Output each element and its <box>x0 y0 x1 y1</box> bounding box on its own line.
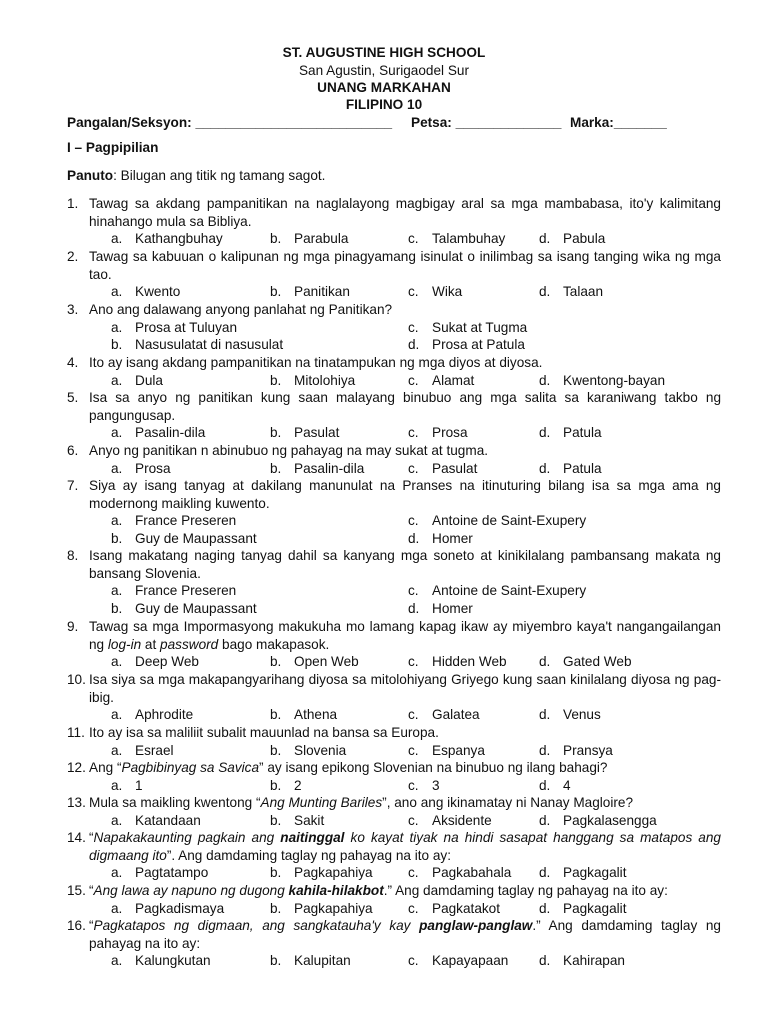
answer-option <box>539 424 602 442</box>
option-text: Pagkatakot <box>432 900 501 916</box>
answer-option <box>270 706 337 724</box>
question-text-segment: Isa siya sa mga makapangyarihang diyosa sa mitolohiyang Griyego kung saan kinilalang diyosa ng pag-ibig. <box>89 672 721 705</box>
question-text-segment: naitinggal <box>280 830 345 845</box>
score-blank: _______ <box>613 115 667 130</box>
question-text <box>89 724 721 742</box>
question-text-segment: Pagkatapos ng digmaan, ang sangkatauha'y kay <box>93 918 420 933</box>
option-letter: b. <box>111 600 123 616</box>
option-letter: d. <box>408 530 420 546</box>
answer-option <box>408 653 507 671</box>
question-text-segment: “ <box>89 883 94 898</box>
option-letter: b. <box>270 953 282 969</box>
option-text: Espanya <box>432 742 485 758</box>
option-letter: c. <box>408 319 419 335</box>
question-text <box>89 389 721 424</box>
answer-option <box>539 742 613 760</box>
answer-option <box>270 424 339 442</box>
answer-option <box>408 336 525 354</box>
answer-option <box>408 582 586 600</box>
option-text: Kwento <box>135 284 181 300</box>
question-number: 16. <box>67 918 86 933</box>
answer-option <box>539 777 571 795</box>
answer-option <box>539 372 665 390</box>
question-item <box>67 248 721 283</box>
question-number: 12. <box>67 760 86 775</box>
option-letter: c. <box>408 425 419 441</box>
answer-option <box>111 742 174 760</box>
answer-option <box>408 424 468 442</box>
option-text: 4 <box>563 777 571 793</box>
answer-option <box>111 512 236 530</box>
option-text: Guy de Maupassant <box>135 600 257 616</box>
option-text: Esrael <box>135 742 174 758</box>
option-letter: d. <box>539 707 551 723</box>
directions <box>67 167 325 185</box>
option-letter: c. <box>408 460 419 476</box>
answer-option <box>111 812 201 830</box>
question-item <box>67 354 721 372</box>
question-text-segment: panglaw-panglaw <box>419 918 533 933</box>
question-text-segment: Tawag sa akdang pampanitikan na naglalayong magbigay aral sa mga mambabasa, ito'y kalimitang hinahango mula sa Bibliya. <box>89 196 721 229</box>
question-text <box>89 195 721 230</box>
question-item <box>67 759 721 777</box>
option-text: Katandaan <box>135 812 201 828</box>
option-text: Talambuhay <box>432 231 506 247</box>
option-text: Pasalin-dila <box>294 460 365 476</box>
question-item <box>67 882 721 900</box>
question-number: 5. <box>67 390 79 405</box>
quarter-title: UNANG MARKAHAN <box>317 80 451 95</box>
option-text: Alamat <box>432 372 475 388</box>
question-text-segment: Mula sa maikling kwentong “ <box>89 795 261 810</box>
question-item <box>67 618 721 653</box>
question-number: 7. <box>67 478 79 493</box>
question-number: 14. <box>67 830 86 845</box>
option-text: Kapayapaan <box>432 953 509 969</box>
answer-option <box>408 777 440 795</box>
answer-option <box>408 706 480 724</box>
option-letter: a. <box>111 231 123 247</box>
option-letter: c. <box>408 707 419 723</box>
question-text <box>89 477 721 512</box>
answer-option <box>539 283 603 301</box>
option-text: Nasusulatat di nasusulat <box>135 337 284 353</box>
option-text: Talaan <box>563 284 604 300</box>
option-text: Parabula <box>294 231 349 247</box>
option-letter: c. <box>408 372 419 388</box>
question-number: 11. <box>67 725 85 740</box>
option-letter: a. <box>111 372 123 388</box>
question-item <box>67 389 721 424</box>
question-text <box>89 829 721 864</box>
section-heading: I – Pagpipilian <box>67 140 159 155</box>
option-text: 2 <box>294 777 302 793</box>
question-text-segment: .” Ang damdaming taglay ng pahayag na ito ay: <box>383 883 668 898</box>
question-text-segment: Ito ay isang akdang pampanitikan na tinatampukan ng mga diyos at diyosa. <box>89 355 543 370</box>
option-text: Prosa <box>432 425 468 441</box>
option-text: Homer <box>432 600 473 616</box>
option-text: Pagkadismaya <box>135 900 225 916</box>
question-text-segment: Pagbibinyag sa Savica <box>121 760 260 775</box>
option-text: Panitikan <box>294 284 350 300</box>
option-text: Prosa at Tuluyan <box>135 319 238 335</box>
option-letter: d. <box>408 337 420 353</box>
answer-option <box>270 283 350 301</box>
question-item <box>67 794 721 812</box>
option-text: Patula <box>563 460 602 476</box>
answer-option <box>539 952 625 970</box>
question-text <box>89 442 721 460</box>
question-number: 10. <box>67 672 86 687</box>
answer-option <box>539 706 601 724</box>
answer-option <box>408 230 505 248</box>
option-letter: a. <box>111 513 123 529</box>
question-text-segment: log-in <box>107 636 142 652</box>
option-letter: c. <box>408 284 419 300</box>
answer-option <box>270 230 348 248</box>
question-number: 1. <box>67 196 79 211</box>
option-letter: c. <box>408 777 419 793</box>
option-text: Antoine de Saint-Exupery <box>432 513 587 529</box>
option-letter: a. <box>111 284 123 300</box>
option-text: France Preseren <box>135 513 237 529</box>
option-letter: b. <box>270 865 282 881</box>
question-number: 2. <box>67 249 79 264</box>
option-text: Pagkagalit <box>563 865 627 881</box>
answer-option <box>408 600 473 618</box>
score-label: Marka: <box>570 115 614 130</box>
question-text-segment: bago makapasok. <box>218 636 330 652</box>
question-text-segment: ko kayat tiyak na hindi sasapat hanggang sa matapos ang digmaang ito <box>89 830 721 863</box>
directions-label: Panuto <box>67 168 114 183</box>
question-item <box>67 829 721 864</box>
option-text: Kwentong-bayan <box>563 372 666 388</box>
option-letter: c. <box>408 513 419 529</box>
answer-option <box>408 319 527 337</box>
option-text: France Preseren <box>135 583 237 599</box>
score-field <box>570 114 667 132</box>
answer-option <box>111 706 193 724</box>
answer-option <box>111 777 143 795</box>
option-letter: c. <box>408 742 419 758</box>
option-text: Gated Web <box>563 654 632 670</box>
option-letter: c. <box>408 865 419 881</box>
option-letter: b. <box>270 425 282 441</box>
option-letter: b. <box>270 812 282 828</box>
question-text-segment: Ano ang dalawang anyong panlahat ng Panitikan? <box>89 302 393 317</box>
option-text: Prosa at Patula <box>432 337 525 353</box>
option-text: Kalupitan <box>294 953 351 969</box>
directions-text: : Bilugan ang titik ng tamang sagot. <box>113 168 326 183</box>
option-text: Open Web <box>294 654 359 670</box>
option-letter: d. <box>539 812 551 828</box>
option-letter: b. <box>270 231 282 247</box>
answer-option <box>408 372 474 390</box>
question-number: 9. <box>67 619 79 634</box>
answer-option <box>408 864 511 882</box>
question-text-segment: Ang Munting Bariles <box>260 795 383 810</box>
option-text: Pagkapahiya <box>294 900 373 916</box>
option-text: Guy de Maupassant <box>135 530 257 546</box>
option-letter: a. <box>111 777 123 793</box>
option-letter: d. <box>539 231 551 247</box>
option-text: Pasulat <box>294 425 340 441</box>
option-letter: c. <box>408 812 419 828</box>
option-text: Pransya <box>563 742 613 758</box>
option-letter: c. <box>408 583 419 599</box>
option-letter: a. <box>111 460 123 476</box>
option-letter: d. <box>539 953 551 969</box>
answer-option <box>111 952 211 970</box>
answer-option <box>408 530 473 548</box>
answer-option <box>408 283 462 301</box>
option-text: Pabula <box>563 231 606 247</box>
question-text <box>89 547 721 582</box>
option-text: Pagtatampo <box>135 865 209 881</box>
option-text: Aphrodite <box>135 707 194 723</box>
option-letter: d. <box>539 284 551 300</box>
answer-option <box>539 864 626 882</box>
question-text <box>89 354 721 372</box>
answer-option <box>270 777 302 795</box>
option-letter: a. <box>111 812 123 828</box>
option-text: Wika <box>432 284 463 300</box>
option-text: 1 <box>135 777 143 793</box>
option-text: Galatea <box>432 707 480 723</box>
question-text-segment: Ang “ <box>89 760 122 775</box>
answer-option <box>408 952 508 970</box>
question-text <box>89 882 721 900</box>
question-number: 6. <box>67 443 79 458</box>
option-text: Kathangbuhay <box>135 231 223 247</box>
answer-option <box>408 742 485 760</box>
question-text-segment: password <box>160 636 219 652</box>
answer-option <box>270 742 346 760</box>
answer-option <box>111 653 199 671</box>
name-section-blank: __________________________ <box>195 115 393 130</box>
date-label: Petsa: <box>411 115 452 130</box>
option-letter: d. <box>539 742 551 758</box>
answer-option <box>270 372 355 390</box>
question-text <box>89 671 721 706</box>
subject-title: FILIPINO 10 <box>345 97 423 112</box>
option-letter: c. <box>408 231 419 247</box>
option-text: Sukat at Tugma <box>432 319 528 335</box>
question-text-segment: kahila-hilakbot <box>288 883 384 898</box>
question-text <box>89 301 721 319</box>
option-letter: c. <box>408 953 419 969</box>
question-number: 13. <box>67 795 86 810</box>
answer-option <box>270 952 351 970</box>
option-text: Pasulat <box>432 460 478 476</box>
answer-option <box>111 230 223 248</box>
date-field <box>411 114 561 132</box>
question-text-segment: Ito ay isa sa maliliit subalit mauunlad na bansa sa Europa. <box>89 725 439 740</box>
option-letter: b. <box>111 530 123 546</box>
answer-option <box>111 582 236 600</box>
date-blank: ______________ <box>455 115 562 130</box>
question-text-segment: Tawag sa kabuuan o kalipunan ng mga pinagyamang isinulat o inilimbag sa isang tanging wika ng mga tao. <box>89 249 721 282</box>
option-letter: b. <box>270 460 282 476</box>
option-text: Deep Web <box>135 654 199 670</box>
option-letter: b. <box>270 707 282 723</box>
name-section-label: Pangalan/Seksyon: <box>67 115 192 130</box>
answer-option <box>111 600 257 618</box>
question-item <box>67 477 721 512</box>
option-text: Venus <box>563 707 601 723</box>
option-letter: d. <box>539 900 551 916</box>
option-letter: c. <box>408 654 419 670</box>
option-text: Homer <box>432 530 473 546</box>
option-letter: d. <box>539 425 551 441</box>
question-text-segment: Isang makatang naging tanyag dahil sa kanyang mga soneto at kinikilalang pambansang makata ng bansang Slovenia. <box>89 548 721 581</box>
option-letter: d. <box>539 372 551 388</box>
option-letter: a. <box>111 654 123 670</box>
answer-option <box>111 424 205 442</box>
option-letter: d. <box>539 865 551 881</box>
option-text: Patula <box>563 425 602 441</box>
question-text-segment: ”, ano ang ikinamatay ni Nanay Magloire? <box>382 795 634 810</box>
answer-option <box>111 530 257 548</box>
option-text: Antoine de Saint-Exupery <box>432 583 587 599</box>
answer-option <box>111 283 180 301</box>
option-text: Kalungkutan <box>135 953 211 969</box>
option-letter: b. <box>270 654 282 670</box>
answer-option <box>408 460 477 478</box>
option-text: Kahirapan <box>563 953 625 969</box>
option-letter: b. <box>270 284 282 300</box>
question-item <box>67 547 721 582</box>
question-item <box>67 724 721 742</box>
answer-option <box>539 900 626 918</box>
question-text-segment: “ <box>89 918 94 933</box>
question-text-segment: Isa sa anyo ng panitikan kung saan malayang binubuo ang mga salita sa karaniwang takbo ng pangungusap. <box>89 390 721 423</box>
answer-option <box>111 864 208 882</box>
answer-option <box>408 812 492 830</box>
option-letter: b. <box>270 900 282 916</box>
option-letter: b. <box>270 777 282 793</box>
answer-option <box>539 460 602 478</box>
answer-option <box>270 864 373 882</box>
answer-option <box>270 460 364 478</box>
option-letter: a. <box>111 319 123 335</box>
option-letter: d. <box>539 460 551 476</box>
option-letter: a. <box>111 900 123 916</box>
option-text: 3 <box>432 777 440 793</box>
question-item <box>67 671 721 706</box>
option-text: Dula <box>135 372 163 388</box>
option-letter: a. <box>111 425 123 441</box>
question-text-segment: Tawag sa mga Impormasyong makukuha mo lamang kapag ikaw ay miyembro kaya't nangangailangan ng <box>89 619 721 652</box>
question-text <box>89 759 721 777</box>
option-text: Prosa <box>135 460 171 476</box>
question-text <box>89 618 721 653</box>
question-item <box>67 301 721 319</box>
option-text: Pagkalasengga <box>563 812 657 828</box>
question-number: 8. <box>67 548 79 563</box>
answer-option <box>539 230 605 248</box>
option-text: Sakit <box>294 812 325 828</box>
question-text <box>89 248 721 283</box>
answer-option <box>408 512 586 530</box>
answer-option <box>539 812 657 830</box>
answer-option <box>111 460 171 478</box>
answer-option <box>270 653 359 671</box>
question-item <box>67 917 721 952</box>
question-item <box>67 195 721 230</box>
question-text-segment: Ang lawa ay napuno ng dugong <box>93 883 289 898</box>
answer-option <box>111 336 283 354</box>
option-letter: c. <box>408 900 419 916</box>
question-text-segment: Napakakaunting pagkain ang <box>93 830 281 845</box>
answer-option <box>408 900 500 918</box>
option-text: Hidden Web <box>432 654 507 670</box>
answer-option <box>111 319 237 337</box>
question-text-segment: “ <box>89 830 94 845</box>
option-letter: d. <box>539 654 551 670</box>
question-number: 4. <box>67 355 79 370</box>
answer-option <box>270 812 324 830</box>
option-letter: a. <box>111 953 123 969</box>
school-name: ST. AUGUSTINE HIGH SCHOOL <box>282 45 486 60</box>
option-letter: a. <box>111 865 123 881</box>
option-letter: b. <box>111 337 123 353</box>
school-address: San Agustin, Surigaodel Sur <box>298 63 470 78</box>
option-text: Mitolohiya <box>294 372 356 388</box>
question-text <box>89 794 721 812</box>
option-letter: a. <box>111 707 123 723</box>
question-text <box>89 917 721 952</box>
question-text-segment: ” ay isang epikong Slovenian na binubuo ng ilang bahagi? <box>259 760 608 775</box>
option-text: Aksidente <box>432 812 492 828</box>
question-number: 3. <box>67 302 79 317</box>
option-letter: d. <box>408 600 420 616</box>
option-letter: d. <box>539 777 551 793</box>
question-text-segment: .” Ang damdaming taglay ng pahayag na ito ay: <box>89 918 721 951</box>
option-text: Pasalin-dila <box>135 425 206 441</box>
option-letter: b. <box>270 742 282 758</box>
question-text-segment: ”. Ang damdaming taglay ng pahayag na ito ay: <box>166 847 451 863</box>
answer-option <box>270 900 373 918</box>
name-section-field <box>67 114 392 132</box>
question-text-segment: Anyo ng panitikan n abinubuo ng pahayag na may sukat at tugma. <box>89 443 489 458</box>
answer-option <box>111 372 163 390</box>
option-letter: b. <box>270 372 282 388</box>
option-text: Pagkapahiya <box>294 865 373 881</box>
question-number: 15. <box>67 883 86 898</box>
option-text: Athena <box>294 707 338 723</box>
option-letter: a. <box>111 583 123 599</box>
question-text-segment: at <box>141 636 161 652</box>
option-letter: a. <box>111 742 123 758</box>
answer-option <box>539 653 632 671</box>
answer-option <box>111 900 224 918</box>
question-item <box>67 442 721 460</box>
option-text: Pagkagalit <box>563 900 627 916</box>
option-text: Pagkabahala <box>432 865 512 881</box>
question-text-segment: Siya ay isang tanyag at dakilang manunulat na Pranses na itinuturing bilang isa sa mga ama ng modernong maikling kuwento. <box>89 478 721 511</box>
option-text: Slovenia <box>294 742 347 758</box>
